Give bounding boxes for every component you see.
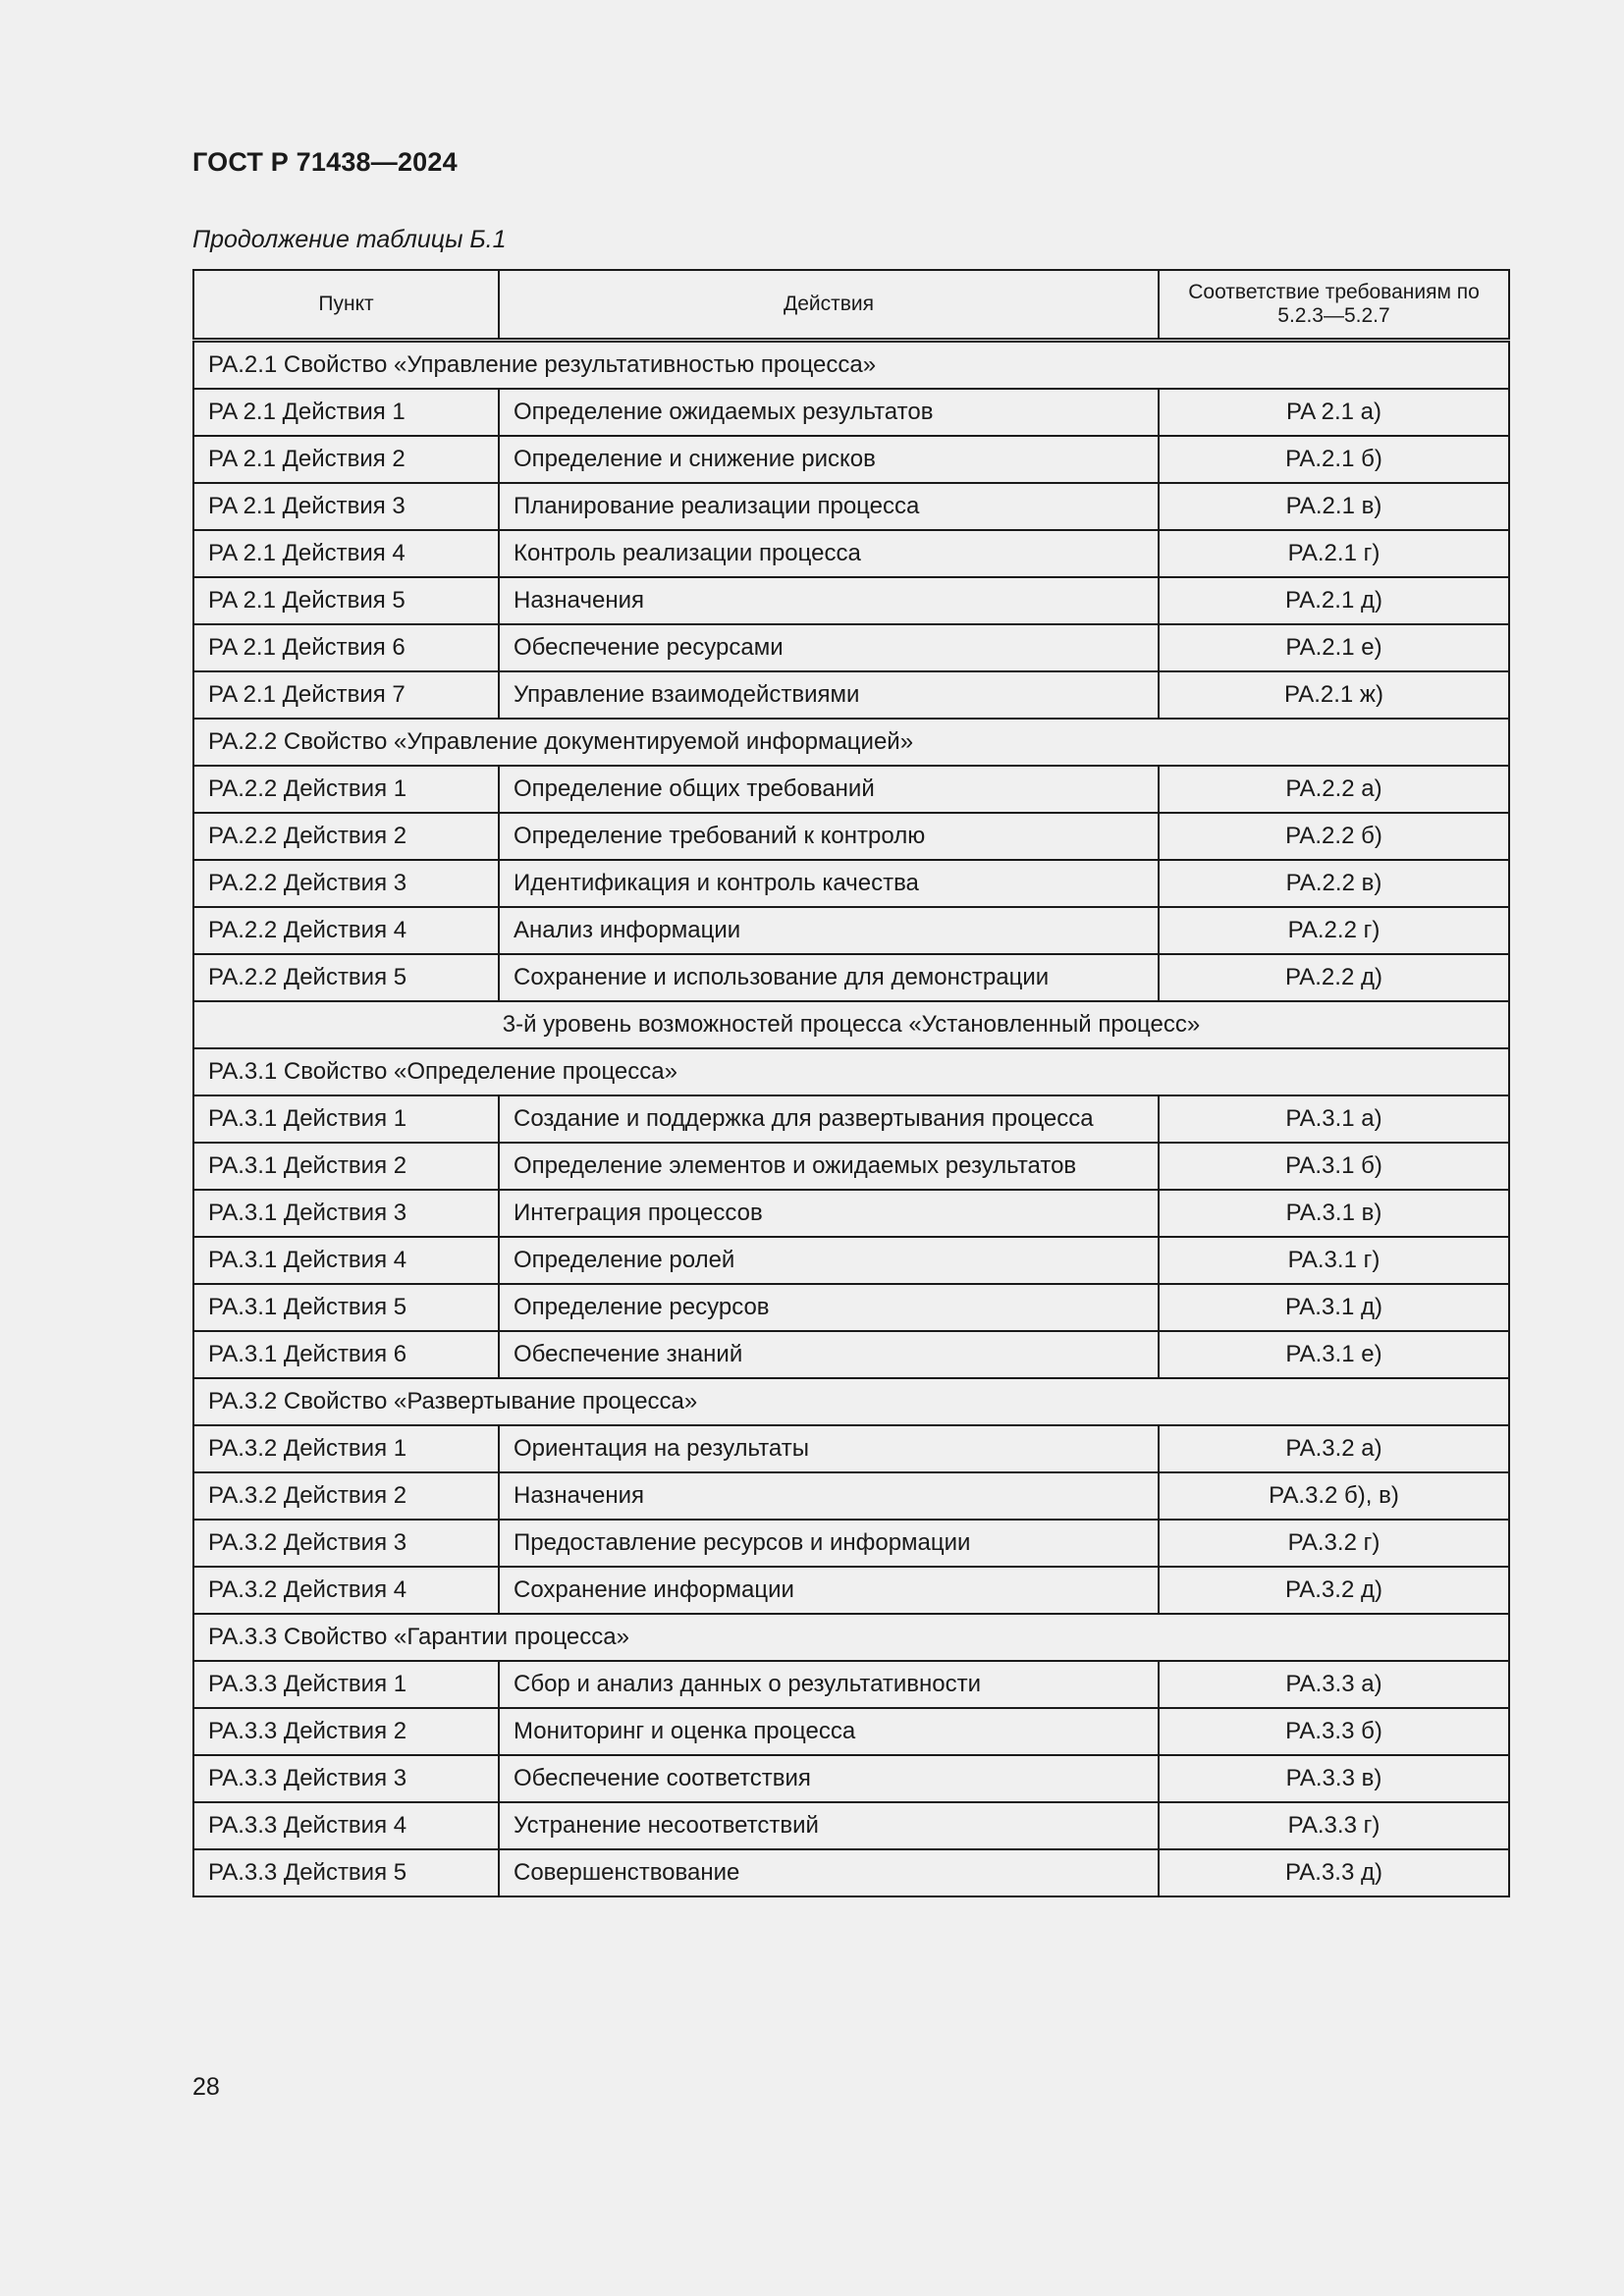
cell-requirement: PA.3.3 д) [1159,1849,1509,1896]
cell-item: PA.3.1 Действия 4 [193,1237,499,1284]
cell-action: Назначения [499,1472,1159,1520]
section-row [193,1614,1509,1661]
cell-requirement: PA.3.3 в) [1159,1755,1509,1802]
page-number: 28 [192,2073,220,2101]
cell-action: Обеспечение соответствия [499,1755,1159,1802]
header-actions: Действия [499,270,1159,341]
cell-item: PA.3.1 Действия 1 [193,1095,499,1143]
cell-requirement: PA.3.2 г) [1159,1520,1509,1567]
cell-item: PA.2.2 Действия 2 [193,813,499,860]
table-row [193,1520,1509,1567]
cell-action: Определение элементов и ожидаемых результатов [499,1143,1159,1190]
section-heading: PA.3.2 Свойство «Развертывание процесса» [193,1378,1509,1425]
section-heading: PA.3.1 Свойство «Определение процесса» [193,1048,1509,1095]
cell-action: Сохранение и использование для демонстрации [499,954,1159,1001]
cell-requirement: PA.3.1 е) [1159,1331,1509,1378]
cell-item: PA 2.1 Действия 6 [193,624,499,671]
table-caption: Продолжение таблицы Б.1 [192,226,507,253]
table-row [193,1755,1509,1802]
cell-item: PA.2.2 Действия 5 [193,954,499,1001]
table-row [193,1425,1509,1472]
cell-action: Назначения [499,577,1159,624]
cell-item: PA.3.2 Действия 2 [193,1472,499,1520]
level-row [193,1001,1509,1048]
cell-requirement: PA.2.1 г) [1159,530,1509,577]
cell-item: PA.3.1 Действия 5 [193,1284,499,1331]
cell-requirement: PA.2.1 е) [1159,624,1509,671]
cell-item: PA.3.1 Действия 2 [193,1143,499,1190]
cell-item: PA 2.1 Действия 7 [193,671,499,719]
cell-action: Устранение несоответствий [499,1802,1159,1849]
cell-action: Создание и поддержка для развертывания процесса [499,1095,1159,1143]
table-row [193,1472,1509,1520]
cell-requirement: PA.2.1 ж) [1159,671,1509,719]
cell-requirement: PA.3.3 а) [1159,1661,1509,1708]
cell-requirement: PA.3.1 г) [1159,1237,1509,1284]
cell-requirement: PA.2.1 д) [1159,577,1509,624]
header-requirements-text: Соответствие требованиям по 5.2.3—5.2.7 [1188,280,1480,327]
table-row [193,1708,1509,1755]
section-heading: PA.3.3 Свойство «Гарантии процесса» [193,1614,1509,1661]
cell-action: Обеспечение знаний [499,1331,1159,1378]
cell-action: Интеграция процессов [499,1190,1159,1237]
table-row [193,1143,1509,1190]
cell-item: PA.3.2 Действия 3 [193,1520,499,1567]
cell-action: Анализ информации [499,907,1159,954]
cell-item: PA 2.1 Действия 5 [193,577,499,624]
cell-requirement: PA.2.2 а) [1159,766,1509,813]
table-row [193,483,1509,530]
cell-action: Управление взаимодействиями [499,671,1159,719]
table-row [193,813,1509,860]
cell-requirement: PA.3.3 б) [1159,1708,1509,1755]
header-requirements [1159,270,1509,341]
table-row [193,436,1509,483]
cell-action: Определение ожидаемых результатов [499,389,1159,436]
table-body [193,341,1509,1897]
cell-requirement: PA.2.1 в) [1159,483,1509,530]
table-row [193,1284,1509,1331]
cell-item: PA.2.2 Действия 1 [193,766,499,813]
cell-requirement: PA.3.2 д) [1159,1567,1509,1614]
cell-requirement: PA.2.2 д) [1159,954,1509,1001]
cell-item: PA.3.3 Действия 4 [193,1802,499,1849]
header-item: Пункт [193,270,499,341]
cell-action: Совершенствование [499,1849,1159,1896]
table-row [193,1237,1509,1284]
cell-requirement: PA.3.1 а) [1159,1095,1509,1143]
cell-action: Планирование реализации процесса [499,483,1159,530]
table-row [193,1567,1509,1614]
cell-requirement: PA.2.1 б) [1159,436,1509,483]
cell-item: PA 2.1 Действия 1 [193,389,499,436]
level-heading: 3-й уровень возможностей процесса «Установленный процесс» [193,1001,1509,1048]
section-row [193,341,1509,390]
table-row [193,577,1509,624]
table-row [193,954,1509,1001]
cell-item: PA.3.1 Действия 6 [193,1331,499,1378]
cell-item: PA.3.3 Действия 2 [193,1708,499,1755]
table-row [193,1849,1509,1896]
cell-item: PA 2.1 Действия 4 [193,530,499,577]
cell-item: PA.3.2 Действия 4 [193,1567,499,1614]
cell-action: Определение общих требований [499,766,1159,813]
table-row [193,1802,1509,1849]
cell-item: PA 2.1 Действия 2 [193,436,499,483]
cell-action: Сохранение информации [499,1567,1159,1614]
cell-requirement: PA 2.1 а) [1159,389,1509,436]
table-row [193,1331,1509,1378]
table-row [193,907,1509,954]
cell-item: PA.3.3 Действия 1 [193,1661,499,1708]
cell-action: Предоставление ресурсов и информации [499,1520,1159,1567]
requirements-table [192,269,1510,1897]
cell-requirement: PA.3.2 а) [1159,1425,1509,1472]
cell-requirement: PA.3.2 б), в) [1159,1472,1509,1520]
cell-item: PA.3.2 Действия 1 [193,1425,499,1472]
cell-action: Сбор и анализ данных о результативности [499,1661,1159,1708]
cell-requirement: PA.3.1 д) [1159,1284,1509,1331]
cell-item: PA.3.1 Действия 3 [193,1190,499,1237]
cell-requirement: PA.3.1 в) [1159,1190,1509,1237]
table-row [193,1190,1509,1237]
cell-requirement: PA.2.2 б) [1159,813,1509,860]
table-row [193,1661,1509,1708]
section-row [193,1378,1509,1425]
cell-action: Определение ресурсов [499,1284,1159,1331]
section-heading: PA.2.1 Свойство «Управление результативностью процесса» [193,341,1509,390]
section-heading: PA.2.2 Свойство «Управление документируемой информацией» [193,719,1509,766]
table-row [193,389,1509,436]
cell-action: Обеспечение ресурсами [499,624,1159,671]
table-row [193,530,1509,577]
cell-action: Контроль реализации процесса [499,530,1159,577]
cell-requirement: PA.2.2 г) [1159,907,1509,954]
cell-item: PA.2.2 Действия 4 [193,907,499,954]
table-header-row [193,270,1509,341]
table-row [193,1095,1509,1143]
cell-item: PA.3.3 Действия 3 [193,1755,499,1802]
table-row [193,624,1509,671]
cell-action: Определение ролей [499,1237,1159,1284]
cell-requirement: PA.2.2 в) [1159,860,1509,907]
cell-action: Определение требований к контролю [499,813,1159,860]
table-row [193,860,1509,907]
cell-requirement: PA.3.1 б) [1159,1143,1509,1190]
cell-requirement: PA.3.3 г) [1159,1802,1509,1849]
cell-action: Ориентация на результаты [499,1425,1159,1472]
cell-action: Идентификация и контроль качества [499,860,1159,907]
cell-item: PA.3.3 Действия 5 [193,1849,499,1896]
table-row [193,671,1509,719]
cell-action: Мониторинг и оценка процесса [499,1708,1159,1755]
table-row [193,766,1509,813]
cell-item: PA.2.2 Действия 3 [193,860,499,907]
cell-action: Определение и снижение рисков [499,436,1159,483]
section-row [193,719,1509,766]
cell-item: PA 2.1 Действия 3 [193,483,499,530]
section-row [193,1048,1509,1095]
document-code: ГОСТ Р 71438—2024 [192,147,458,177]
